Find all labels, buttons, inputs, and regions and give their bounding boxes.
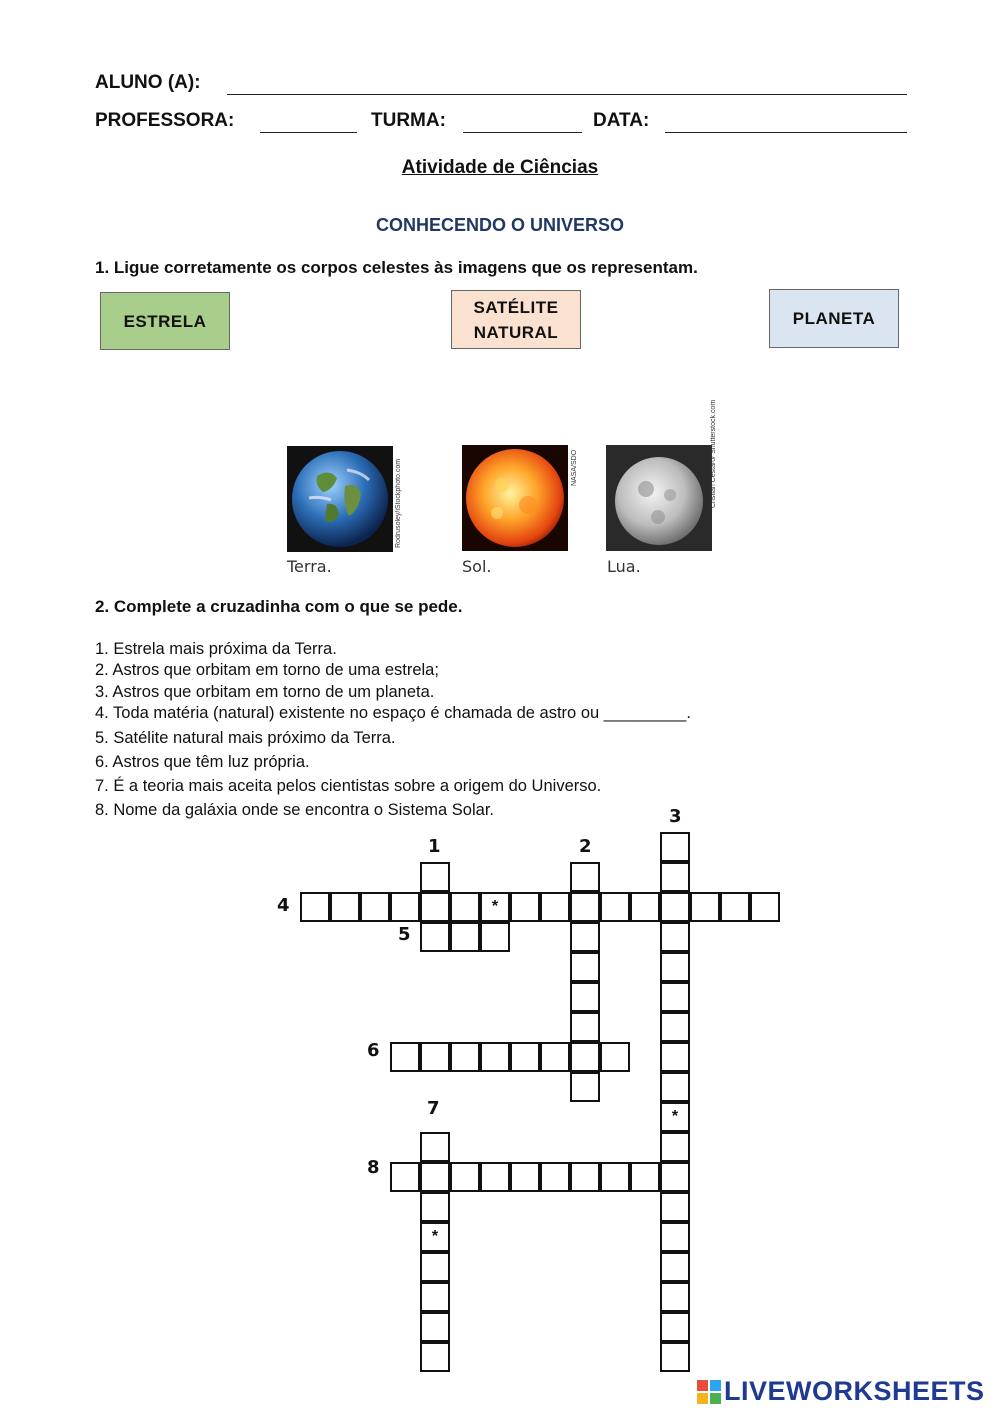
crossword-cell[interactable] <box>420 1132 450 1162</box>
crossword-cell[interactable] <box>420 862 450 892</box>
crossword-cell[interactable] <box>570 1012 600 1042</box>
page-subtitle: CONHECENDO O UNIVERSO <box>375 215 625 235</box>
box-estrela[interactable] <box>100 292 230 350</box>
crossword-cell-marked[interactable]: * <box>660 1102 690 1132</box>
crossword-cell[interactable] <box>540 1162 570 1192</box>
crossword-cell[interactable] <box>420 1342 450 1372</box>
crossword-cell[interactable] <box>660 1252 690 1282</box>
moon-image[interactable] <box>606 445 712 551</box>
crossword-cell[interactable] <box>660 1342 690 1372</box>
clue-7: 7. É a teoria mais aceita pelos cientistas sobre a origem do Universo. <box>95 777 602 795</box>
crossword-cell[interactable] <box>510 1042 540 1072</box>
crossword-cell-marked[interactable]: * <box>420 1222 450 1252</box>
student-name-line[interactable] <box>227 94 907 95</box>
crossword-cell[interactable] <box>660 1012 690 1042</box>
crossword-cell[interactable] <box>540 892 570 922</box>
crossword-cell[interactable] <box>420 922 450 952</box>
crossword-cell[interactable] <box>660 1132 690 1162</box>
crossword-cell[interactable] <box>420 892 450 922</box>
clue-3: 3. Astros que orbitam em torno de um planeta. <box>95 683 435 701</box>
crossword-cell[interactable] <box>480 1162 510 1192</box>
crossword-number-4: 4 <box>277 895 290 916</box>
earth-caption: Terra. <box>287 557 332 576</box>
crossword-cell[interactable] <box>570 922 600 952</box>
crossword-cell[interactable] <box>570 982 600 1012</box>
crossword-cell[interactable] <box>420 1042 450 1072</box>
crossword-cell[interactable] <box>660 1282 690 1312</box>
crossword-cell[interactable] <box>420 1162 450 1192</box>
teacher-line[interactable] <box>260 132 357 133</box>
earth-credit: Rodrusoley/iStockphoto.com <box>395 458 402 548</box>
crossword-number-8: 8 <box>367 1157 380 1178</box>
earth-image[interactable] <box>287 446 393 552</box>
crossword-number-6: 6 <box>367 1040 380 1061</box>
crossword-number-5: 5 <box>398 924 411 945</box>
crossword-cell[interactable] <box>660 952 690 982</box>
crossword-cell[interactable] <box>690 892 720 922</box>
clue-8: 8. Nome da galáxia onde se encontra o Sistema Solar. <box>95 801 494 819</box>
crossword-cell[interactable] <box>570 1162 600 1192</box>
crossword-cell[interactable] <box>390 892 420 922</box>
crossword-cell[interactable] <box>660 892 690 922</box>
crossword-cell[interactable] <box>420 1252 450 1282</box>
crossword-cell[interactable] <box>600 1162 630 1192</box>
teacher-label: PROFESSORA: <box>95 110 235 131</box>
crossword-cell[interactable] <box>600 892 630 922</box>
crossword-cell[interactable] <box>660 1072 690 1102</box>
crossword-cell[interactable] <box>660 1312 690 1342</box>
liveworksheets-brand: LIVEWORKSHEETS <box>724 1376 985 1406</box>
crossword-cell[interactable] <box>660 1162 690 1192</box>
box-satelite-natural[interactable] <box>451 290 581 349</box>
clue-5: 5. Satélite natural mais próximo da Terra. <box>95 729 396 747</box>
clue-1: 1. Estrela mais próxima da Terra. <box>95 640 337 658</box>
crossword-cell[interactable] <box>570 862 600 892</box>
crossword-cell[interactable] <box>570 952 600 982</box>
crossword-cell[interactable] <box>510 1162 540 1192</box>
date-label: DATA: <box>593 110 650 131</box>
page-title: Atividade de Ciências <box>401 157 599 178</box>
student-label: ALUNO (A): <box>95 72 201 93</box>
crossword-cell[interactable] <box>660 1192 690 1222</box>
crossword-number-1: 1 <box>428 836 441 857</box>
clue-4: 4. Toda matéria (natural) existente no espaço é chamada de astro ou _________. <box>95 704 691 722</box>
question-2-prompt: 2. Complete a cruzadinha com o que se pede. <box>95 597 463 616</box>
crossword-cell[interactable] <box>390 1042 420 1072</box>
moon-caption: Lua. <box>607 557 641 576</box>
box-estrela-label: ESTRELA <box>123 311 207 331</box>
crossword-cell-marked[interactable]: * <box>480 892 510 922</box>
box-planeta-label: PLANETA <box>792 309 876 328</box>
moon-credit: Cristian Cestaro/ Shutterstock.com <box>710 399 717 508</box>
sun-image[interactable] <box>462 445 568 551</box>
crossword-cell[interactable] <box>450 892 480 922</box>
crossword-cell[interactable] <box>660 982 690 1012</box>
crossword-cell[interactable] <box>660 862 690 892</box>
box-planeta[interactable] <box>769 289 899 348</box>
sun-credit: NASA/SDO <box>571 449 578 486</box>
crossword-number-3: 3 <box>669 806 682 827</box>
crossword-cell[interactable] <box>750 892 780 922</box>
crossword-cell[interactable] <box>390 1162 420 1192</box>
crossword-cell[interactable] <box>450 1162 480 1192</box>
crossword-cell[interactable] <box>360 892 390 922</box>
crossword-cell[interactable] <box>300 892 330 922</box>
class-line[interactable] <box>463 132 582 133</box>
crossword-cell[interactable] <box>660 1042 690 1072</box>
crossword-cell[interactable] <box>420 1192 450 1222</box>
crossword-cell[interactable] <box>630 1162 660 1192</box>
crossword-number-2: 2 <box>579 836 592 857</box>
crossword-cell[interactable] <box>720 892 750 922</box>
crossword-cell[interactable] <box>570 1072 600 1102</box>
crossword-number-7: 7 <box>427 1098 440 1119</box>
sun-caption: Sol. <box>462 557 492 576</box>
crossword-cell[interactable] <box>330 892 360 922</box>
crossword-cell[interactable] <box>540 1042 570 1072</box>
clue-2: 2. Astros que orbitam em torno de uma estrela; <box>95 661 439 679</box>
class-label: TURMA: <box>371 110 446 131</box>
crossword-cell[interactable] <box>510 892 540 922</box>
crossword-cell[interactable] <box>570 1042 600 1072</box>
crossword-cell[interactable] <box>570 892 600 922</box>
crossword-cell[interactable] <box>480 922 510 952</box>
crossword-cell[interactable] <box>420 1282 450 1312</box>
crossword-cell[interactable] <box>660 832 690 862</box>
clue-6: 6. Astros que têm luz própria. <box>95 753 310 771</box>
crossword-cell[interactable] <box>660 922 690 952</box>
date-line[interactable] <box>665 132 907 133</box>
crossword-cell[interactable] <box>660 1222 690 1252</box>
crossword-cell[interactable] <box>450 1042 480 1072</box>
crossword-cell[interactable] <box>480 1042 510 1072</box>
liveworksheets-logo-icon <box>697 1380 721 1404</box>
question-1-prompt: 1. Ligue corretamente os corpos celestes às imagens que os representam. <box>95 258 698 277</box>
crossword-cell[interactable] <box>450 922 480 952</box>
box-satelite-label: SATÉLITE NATURAL <box>473 297 559 342</box>
crossword-cell[interactable] <box>630 892 660 922</box>
crossword-cell[interactable] <box>420 1312 450 1342</box>
crossword-cell[interactable] <box>600 1042 630 1072</box>
